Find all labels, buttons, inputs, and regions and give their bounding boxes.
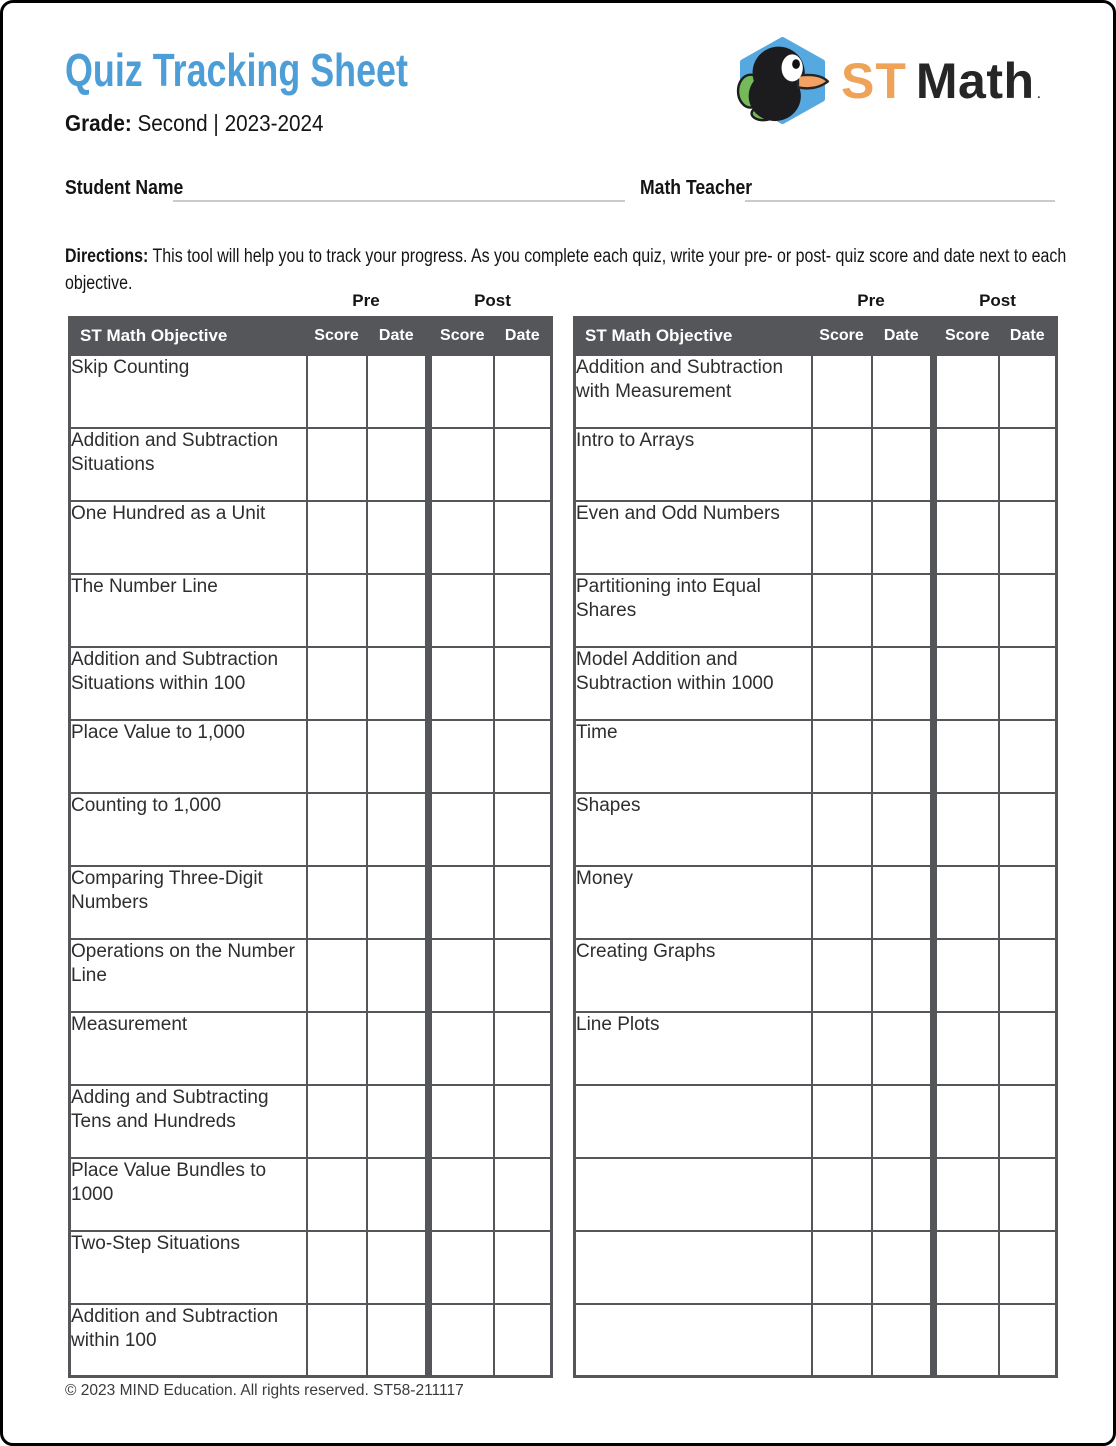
post-date-cell[interactable] [494,574,552,647]
pre-score-cell[interactable] [307,939,367,1012]
table-header-row [575,318,1057,355]
post-score-cell[interactable] [429,1012,494,1085]
post-score-column-header: Score [934,318,999,355]
pre-group-label-left: Pre [352,291,380,310]
table-row [70,1304,552,1377]
post-score-cell[interactable] [429,939,494,1012]
table-row [575,501,1057,574]
post-group-label-right: Post [979,291,1016,310]
table-row [575,1158,1057,1231]
pre-score-cell[interactable] [812,501,872,574]
post-score-cell[interactable] [934,501,999,574]
post-score-cell[interactable] [934,866,999,939]
math-teacher-field[interactable] [745,200,1055,202]
grade-label: Grade: [65,110,132,136]
objective-cell: Creating Graphs [575,939,812,1012]
objective-cell: Place Value to 1,000 [70,720,307,793]
post-score-cell[interactable] [934,574,999,647]
pre-date-column-header: Date [872,318,934,355]
table-row [575,1085,1057,1158]
table-row [70,1085,552,1158]
pre-date-cell[interactable] [872,1012,934,1085]
pre-date-cell[interactable] [367,574,429,647]
objective-cell [575,1304,812,1377]
post-score-cell[interactable] [429,1158,494,1231]
pre-score-cell[interactable] [812,793,872,866]
pre-group-label-right: Pre [857,291,885,310]
objectives-table-left [68,316,553,1378]
directions [65,243,1066,297]
objective-cell: One Hundred as a Unit [70,501,307,574]
post-score-cell[interactable] [934,428,999,501]
pre-score-cell[interactable] [307,1158,367,1231]
post-score-cell[interactable] [934,939,999,1012]
objective-cell: Addition and Subtraction with Measurement [575,355,812,428]
pre-date-cell[interactable] [367,866,429,939]
objective-column-header: ST Math Objective [575,318,812,355]
pre-date-cell[interactable] [367,647,429,720]
table-row [575,647,1057,720]
grade-line [65,110,324,138]
table-row [70,501,552,574]
objective-cell: Two-Step Situations [70,1231,307,1304]
pre-score-cell[interactable] [812,720,872,793]
objectives-table-right [573,316,1058,1378]
pre-date-cell[interactable] [872,501,934,574]
pre-score-cell[interactable] [812,1085,872,1158]
pre-date-cell[interactable] [872,793,934,866]
post-score-cell[interactable] [934,1231,999,1304]
pre-score-cell[interactable] [307,1231,367,1304]
post-date-cell[interactable] [494,647,552,720]
copyright-footer: © 2023 MIND Education. All rights reserved. ST58-211117 [65,1382,464,1399]
pre-date-cell[interactable] [872,574,934,647]
table-row [575,428,1057,501]
pre-score-cell[interactable] [307,647,367,720]
pre-date-cell[interactable] [872,1231,934,1304]
objective-cell [575,1085,812,1158]
pre-date-cell[interactable] [367,939,429,1012]
pre-date-cell[interactable] [872,428,934,501]
post-score-cell[interactable] [934,1012,999,1085]
page-title: Quiz Tracking Sheet [65,44,408,96]
post-date-cell[interactable] [999,428,1057,501]
post-score-cell[interactable] [429,501,494,574]
pre-score-cell[interactable] [307,355,367,428]
table-row [70,574,552,647]
directions-line-2: objective. [65,273,133,294]
objective-cell: Model Addition and Subtraction within 1000 [575,647,812,720]
post-score-cell[interactable] [429,720,494,793]
pre-score-cell[interactable] [307,1304,367,1377]
post-score-cell[interactable] [429,1304,494,1377]
st-math-wordmark [841,52,1041,110]
pre-date-cell[interactable] [367,793,429,866]
pre-score-cell[interactable] [307,720,367,793]
table-row [575,355,1057,428]
table-row [575,866,1057,939]
table-row [70,647,552,720]
pre-score-cell[interactable] [812,939,872,1012]
pre-date-cell[interactable] [367,428,429,501]
pre-score-column-header: Score [307,318,367,355]
post-date-cell[interactable] [999,501,1057,574]
post-group-label-left: Post [474,291,511,310]
post-score-cell[interactable] [934,1304,999,1377]
table-row [575,720,1057,793]
pre-date-cell[interactable] [367,1085,429,1158]
pre-score-cell[interactable] [307,428,367,501]
pre-score-cell[interactable] [812,647,872,720]
post-date-cell[interactable] [494,1231,552,1304]
pre-score-cell[interactable] [307,1012,367,1085]
objective-cell: Money [575,866,812,939]
table-row [70,720,552,793]
objective-cell: Skip Counting [70,355,307,428]
post-score-cell[interactable] [429,1231,494,1304]
pre-date-cell[interactable] [872,1158,934,1231]
post-date-cell[interactable] [999,574,1057,647]
pre-score-cell[interactable] [812,355,872,428]
objective-cell: Addition and Subtraction Situations [70,428,307,501]
post-score-cell[interactable] [934,1158,999,1231]
pre-score-cell[interactable] [812,1012,872,1085]
objective-cell: Counting to 1,000 [70,793,307,866]
pre-score-cell[interactable] [812,574,872,647]
post-date-cell[interactable] [999,647,1057,720]
pre-date-cell[interactable] [367,1304,429,1377]
table-row [70,866,552,939]
post-date-cell[interactable] [999,793,1057,866]
objective-cell: Addition and Subtraction within 100 [70,1304,307,1377]
logo-trademark-dot: . [1036,84,1042,102]
post-date-cell[interactable] [999,866,1057,939]
post-score-cell[interactable] [934,720,999,793]
table-row [575,939,1057,1012]
pre-date-cell[interactable] [872,647,934,720]
post-score-cell[interactable] [429,866,494,939]
post-score-column-header: Score [429,318,494,355]
post-date-cell[interactable] [494,866,552,939]
table-row [70,1012,552,1085]
post-score-cell[interactable] [429,574,494,647]
logo-math-text: Math [915,52,1035,109]
post-date-cell[interactable] [999,1012,1057,1085]
table-row [70,939,552,1012]
pre-score-cell[interactable] [307,866,367,939]
directions-label: Directions: [65,246,149,267]
objective-cell: Adding and Subtracting Tens and Hundreds [70,1085,307,1158]
objective-cell: Time [575,720,812,793]
post-score-cell[interactable] [429,1085,494,1158]
table-header-row [70,318,552,355]
post-date-cell[interactable] [494,1304,552,1377]
post-score-cell[interactable] [934,1085,999,1158]
post-date-cell[interactable] [494,1085,552,1158]
objective-cell: Even and Odd Numbers [575,501,812,574]
pre-score-cell[interactable] [812,866,872,939]
post-date-cell[interactable] [494,939,552,1012]
post-date-cell[interactable] [494,720,552,793]
post-date-cell[interactable] [999,1085,1057,1158]
objective-cell: Comparing Three-Digit Numbers [70,866,307,939]
table-row [575,1304,1057,1377]
pre-date-cell[interactable] [872,720,934,793]
post-date-column-header: Date [999,318,1057,355]
objective-cell: The Number Line [70,574,307,647]
post-score-cell[interactable] [429,355,494,428]
post-date-cell[interactable] [999,355,1057,428]
objective-cell: Place Value Bundles to 1000 [70,1158,307,1231]
post-score-cell[interactable] [934,355,999,428]
pre-date-cell[interactable] [367,720,429,793]
pre-date-cell[interactable] [872,355,934,428]
post-date-cell[interactable] [494,501,552,574]
table-row [70,428,552,501]
objective-cell [575,1158,812,1231]
pre-date-column-header: Date [367,318,429,355]
pre-date-cell[interactable] [872,866,934,939]
objective-column-header: ST Math Objective [70,318,307,355]
post-date-column-header: Date [494,318,552,355]
pre-score-cell[interactable] [307,1085,367,1158]
table-row [70,1158,552,1231]
jiji-penguin-icon [734,37,831,124]
post-score-cell[interactable] [429,793,494,866]
objective-cell: Addition and Subtraction Situations within 100 [70,647,307,720]
student-name-field[interactable] [173,200,625,202]
objective-cell [575,1231,812,1304]
pre-date-cell[interactable] [872,1085,934,1158]
objective-cell: Line Plots [575,1012,812,1085]
student-name-label: Student Name [65,177,184,199]
pre-score-cell[interactable] [307,574,367,647]
pre-score-cell[interactable] [307,793,367,866]
post-score-cell[interactable] [934,793,999,866]
pre-date-cell[interactable] [367,501,429,574]
pre-date-cell[interactable] [367,1012,429,1085]
post-date-cell[interactable] [494,428,552,501]
math-teacher-label: Math Teacher [640,177,753,199]
grade-value: Second | 2023-2024 [137,110,324,136]
pre-score-cell[interactable] [812,1304,872,1377]
pre-date-cell[interactable] [367,1158,429,1231]
post-date-cell[interactable] [494,793,552,866]
post-date-cell[interactable] [494,355,552,428]
table-row [70,1231,552,1304]
pre-score-cell[interactable] [812,1231,872,1304]
table-row [70,355,552,428]
logo-st-text: ST [841,52,907,109]
pre-date-cell[interactable] [367,355,429,428]
post-date-cell[interactable] [999,720,1057,793]
post-date-cell[interactable] [494,1012,552,1085]
objective-cell: Partitioning into Equal Shares [575,574,812,647]
post-date-cell[interactable] [999,1158,1057,1231]
pre-score-column-header: Score [812,318,872,355]
post-score-cell[interactable] [429,647,494,720]
directions-line-1: Directions: This tool will help you to track your progress. As you complete each quiz, write your pre- or post- quiz score and date next to each [65,246,1067,267]
objective-cell: Intro to Arrays [575,428,812,501]
pre-score-cell[interactable] [812,428,872,501]
pre-score-cell[interactable] [812,1158,872,1231]
pre-score-cell[interactable] [307,501,367,574]
post-date-cell[interactable] [494,1158,552,1231]
table-row [575,793,1057,866]
table-row [575,1231,1057,1304]
post-date-cell[interactable] [999,939,1057,1012]
objective-cell: Measurement [70,1012,307,1085]
table-row [575,574,1057,647]
post-score-cell[interactable] [429,428,494,501]
table-row [70,793,552,866]
table-row [575,1012,1057,1085]
pre-date-cell[interactable] [872,939,934,1012]
pre-date-cell[interactable] [367,1231,429,1304]
post-date-cell[interactable] [999,1304,1057,1377]
objective-cell: Shapes [575,793,812,866]
post-date-cell[interactable] [999,1231,1057,1304]
post-score-cell[interactable] [934,647,999,720]
pre-date-cell[interactable] [872,1304,934,1377]
objective-cell: Operations on the Number Line [70,939,307,1012]
st-math-logo [734,37,1041,124]
